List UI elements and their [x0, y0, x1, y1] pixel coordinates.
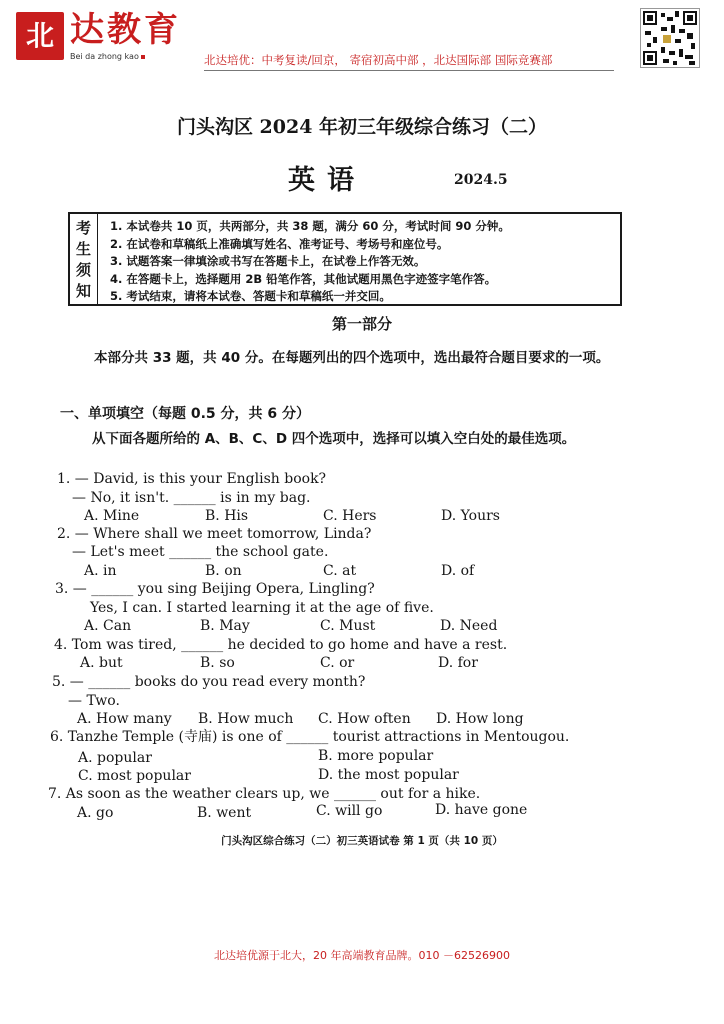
option-b: B. May [200, 618, 250, 634]
notice-item: 1. 本试卷共 10 页，共两部分，共 38 题，满分 60 分，考试时间 90 分钟。 [110, 219, 510, 233]
option-d: D. have gone [435, 802, 528, 818]
question-stem: 1. — David, is this your English book? [57, 471, 327, 487]
notice-item: 4. 在答题卡上，选择题用 2B 铅笔作答，其他试题用黑色字迹签字笔作答。 [110, 271, 497, 286]
option-c: C. Must [320, 618, 376, 634]
subject-title: 英语 [288, 165, 366, 196]
option-a: A. Can [84, 618, 132, 634]
option-a: A. How many [77, 711, 172, 727]
question-stem: 7. As soon as the weather clears up, we ______ out for a hike. [48, 786, 481, 802]
question-stem: 2. — Where shall we meet tomorrow, Linda? [57, 526, 372, 542]
option-a: A. go [77, 805, 114, 821]
logo-text: 达教育 [70, 10, 181, 50]
question-stem: — Two. [68, 693, 120, 709]
candidate-notice-box [68, 212, 622, 306]
question-stem: Yes, I can. I started learning it at the age of five. [90, 600, 434, 616]
option-d: D. of [441, 563, 475, 579]
notice-label [70, 214, 98, 304]
question-stem: 5. — ______ books do you read every month? [52, 674, 366, 690]
part-title: 第一部分 [331, 315, 392, 333]
option-a: A. in [84, 563, 117, 579]
question-stem: 3. — ______ you sing Beijing Opera, Lingling? [55, 581, 375, 597]
advertisement-line: 北达培优源于北大，20 年高端教育品牌。010 －62526900 [214, 949, 510, 962]
option-b: B. How much [198, 711, 294, 727]
option-a: A. popular [78, 750, 152, 766]
notice-label-char: 须 [75, 260, 91, 279]
option-c: C. at [323, 563, 357, 579]
exam-date: 2024.5 [454, 172, 508, 188]
option-b: B. on [205, 563, 242, 579]
question-stem: 6. Tanzhe Temple (寺庙) is one of ______ tourist attractions in Mentougou. [50, 729, 570, 745]
logo-mark: 北 [16, 12, 64, 60]
header-banner: 北达培优：中考复读/回京， 寄宿初高中部 ，北达国际部 国际竞赛部 [204, 53, 553, 67]
option-d: D. the most popular [318, 767, 459, 783]
exam-title: 门头沟区 2024 年初三年级综合练习（二） [176, 116, 548, 138]
option-c: C. or [320, 655, 355, 671]
option-c: C. How often [318, 711, 411, 727]
notice-label-char: 生 [75, 239, 91, 258]
logo-pinyin: Bei da zhong kao [70, 52, 139, 61]
option-c: C. Hers [323, 508, 377, 524]
notice-item: 2. 在试卷和草稿纸上准确填写姓名、准考证号、考场号和座位号。 [110, 236, 449, 251]
option-c: C. will go [316, 803, 383, 819]
section-instruction: 从下面各题所给的 A、B、C、D 四个选项中，选择可以填入空白处的最佳选项。 [92, 431, 576, 447]
option-a: A. Mine [84, 508, 140, 524]
notice-item: 5. 考试结束，请将本试卷、答题卡和草稿纸一并交回。 [110, 289, 391, 303]
notice-list [110, 218, 614, 306]
logo-dot [141, 55, 145, 59]
option-b: B. His [205, 508, 249, 524]
question-stem: — No, it isn't. ______ is in my bag. [72, 490, 311, 506]
notice-item: 3. 试题答案一律填涂或书写在答题卡上，在试卷上作答无效。 [110, 254, 426, 268]
question-stem: 4. Tom was tired, ______ he decided to go home and have a rest. [54, 637, 508, 653]
section-title: 一、单项填空（每题 0.5 分，共 6 分） [60, 406, 311, 422]
question-stem: — Let's meet ______ the school gate. [72, 544, 329, 560]
option-c: C. most popular [78, 768, 191, 784]
option-b: B. so [200, 655, 235, 671]
notice-label-char: 考 [75, 218, 91, 237]
notice-label-char: 知 [75, 281, 91, 300]
page-footer: 门头沟区综合练习（二）初三英语试卷 第 1 页（共 10 页） [221, 835, 503, 847]
part-intro: 本部分共 33 题，共 40 分。在每题列出的四个选项中，选出最符合题目要求的一项。 [94, 350, 610, 366]
option-b: B. went [197, 805, 252, 821]
header-divider [204, 70, 614, 71]
option-d: D. How long [436, 711, 524, 727]
qr-code-icon [640, 8, 700, 68]
option-a: A. but [80, 655, 123, 671]
option-b: B. more popular [318, 748, 434, 764]
option-d: D. Need [440, 618, 498, 634]
option-d: D. Yours [441, 508, 500, 524]
option-d: D. for [438, 655, 478, 671]
